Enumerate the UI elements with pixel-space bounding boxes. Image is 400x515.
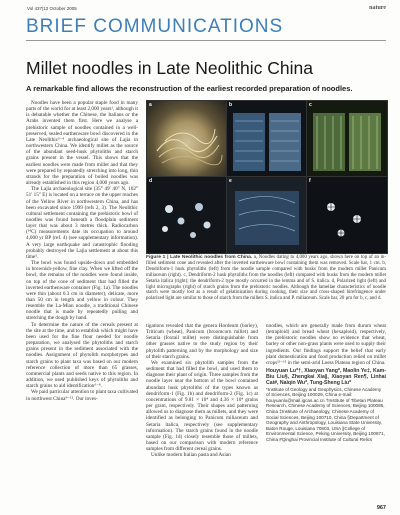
dendriform-2-micrograph	[307, 101, 387, 177]
caption-label: Figure 1 | Late Neolithic noodles from China.	[146, 255, 253, 260]
paragraph: The Lajia archaeological site (35° 49′ 40″ N, 102° 51′ 15″ E) is located on a terrace on the upper reaches of the Yellow River in northwestern China, and has been excavated since 1999 (refs 2, 3). The Neolithic cultural settlement containing the prehistoric bowl of noodles was found beneath a floodplain sediment layer that was about 3 metres thick. Radiocarbon (¹⁴C) measurements date its occupation to around 4,000 yr BP (ref. 4) (see supplementary information). A very large earthquake and catastrophic flooding probably destroyed the Lajia settlement at about this time⁵.	[26, 186, 138, 260]
body-column-1	[26, 100, 138, 504]
paragraph: noodles, which are generally made from durum wheat (tetraploid) and bread wheat (hexaploid), respectively, the prehistoric noodles show no evidence that wheat, barley or other non-grass plants were used to supply their ingredients. Our findings support the belief that early plant domestication and food production relied on millet crops¹³⁻¹⁵ in the semi-arid Loess Plateau region of China.	[266, 323, 386, 366]
paragraph: We examined six phytolith samples from the sediment that had filled the bowl, and used them to diagnose their plant of origin. Three samples from the noodle layer near the bottom of the bowl contained abundant husk phytoliths of the types known as dendriform-1 (Fig. 1b) and dendriform-2 (Fig. 1c) at concentrations of 9.81 × 10⁴ and 4.36 × 10⁴ grains per gram, respectively. Their shapes and patterning allowed us to diagnose them as millets, and they were identified as belonging to Panicum miliaceum and Setaria italica, respectively (see supplementary information). The starch grains found in the noodle sample (Fig. 1d) closely resemble those of millets, based on our comparison with modern reference samples from different cereal grains.	[146, 359, 258, 453]
noodle-strands-image	[147, 101, 227, 177]
panel-label: b	[229, 102, 233, 108]
affiliations: *Institute of Geology and Geophysics, Chinese Academy of Sciences, Beijing 100029, China e-mail: houyuanlu@mail.igcas.ac.cn †Institute of Tibetan Plateau Research, Chinese Academy of Sciences, Beijing 100085, China ‡Institute of Archaeology, Chinese Academy of Social Sciences, Beijing 100710, China §Department of Geography and Anthropology, Louisiana State University, Baton Rouge, Louisiana 70803, USA ∥College of Environmental Science, Peking University, Beijing 100871, China #Qinghai Provincial Institute of Cultural Relics	[266, 386, 385, 442]
paragraph: The bowl was found upside-down and embedded in brownish-yellow, fine clay. When we lifted off the bowl, the remains of the noodles were found inside, on top of the cone of sediment that had filled the inverted earthenware container (Fig. 1a). The noodles were thin (about 0.3 cm in diameter), delicate, more than 50 cm in length and yellow in colour. They resemble the La-Mian noodle, a traditional Chinese noodle that is made by repeatedly pulling and stretching the dough by hand.	[26, 260, 138, 322]
panel-e-micrograph	[226, 176, 308, 254]
panel-d-starch	[146, 176, 228, 254]
panel-label: a	[149, 102, 152, 108]
panel-label: d	[149, 178, 153, 184]
reference-micrograph	[227, 177, 307, 253]
figure-1	[146, 100, 386, 252]
paragraph: To determine the nature of the cereals present at the site at the time, and to establish which might have been used for the fine flour needed for noodle preparation, we analysed the phytoliths and starch grains present in the sediment associated with the noodles. Assignment of phytolith morphotypes and starch grains to plant taxa was based on our modern reference collection of more than 65 grasses, commercial plants and seeds native to this region. In addition, we used published keys of phytoliths and starch grains to aid identification⁶⁻⁸.	[26, 321, 138, 390]
body-column-2	[146, 323, 258, 504]
panel-b-phytoliths	[226, 100, 308, 178]
caption-text: a, Noodles dating to 4,000 years ago, shown here on top of an in-filled sediment cone and revealed after the inverted earthenware bowl containing them was removed. Scale bar, 1 cm. b, Dendriform-1 husk phytoliths (left) from the noodle sample compared with husks from the modern millet Panicum miliaceum (right). c, Dendriform-2 husk phytoliths from the noodles (left) compared with husks from the modern millet Setaria italica (right); the dendriform-2 type mostly occurred in the lemma and of S. italica. d, Polarized light (left) and light micrographs (right) of starch grains from the prehistoric noodles. Although the lamellae characteristics of noodle starch were mostly lost as a result of gelatinization during cooking, their size and cross-shaped birefringence under polarized light are similar to those of starch from the millets S. italica and P. miliaceum. Scale bar, 20 μm for b, c, and d.	[146, 255, 386, 302]
paragraph: Noodles have been a popular staple food in many parts of the world for at least 2,000 years¹, although it is debatable whether the Chinese, the Italians or the Arabs invented them first. Here we analyse a prehistoric sample of noodles contained in a well-preserved, sealed earthenware bowl discovered in the Late Neolithic²⁻⁴ archaeological site of Lajia in northwestern China. We identify millet as the source of the abundant seed-husk phytoliths and starch grains present in the vessel. This shows that the earliest noodles were made from millet and that they were prepared by repeatedly stretching into long, thin strands for the preparation of boiled noodles was already established in this region 4,000 years ago.	[26, 100, 138, 187]
article-subtitle: A remarkable find allows the reconstruction of the earliest recorded preparation of noodles.	[26, 84, 353, 93]
section-divider	[26, 40, 386, 41]
section-title: BRIEF COMMUNICATIONS	[26, 16, 284, 37]
panel-label: e	[229, 178, 232, 184]
panel-c-phytoliths	[306, 100, 388, 178]
journal-brand: nature	[369, 5, 386, 11]
panel-a-noodles-photo	[146, 100, 228, 178]
paragraph: Unlike modern Italian pasta and Asian	[151, 452, 231, 459]
starch-grain-micrograph	[147, 177, 227, 253]
article-title: Millet noodles in Late Neolithic China	[26, 58, 313, 78]
dendriform-1-micrograph	[227, 101, 307, 177]
body-column-3	[266, 323, 386, 504]
panel-label: c	[309, 102, 312, 108]
page-number: 967	[376, 505, 386, 511]
paragraph: We paid particular attention to plant taxa cultivated in northwest China⁹⁻¹². Our inves-	[26, 389, 138, 402]
author-list: Houyuan Lu*†, Xiaoyan Yang*, Maolin Ye‡, Kam-Biu Liu§, Zhengkai Xia∥, Xiaoyan Ren¶, Linhai Cai#, Naiqin Wu*, Tung-Sheng Liu*	[266, 368, 386, 387]
volume-line: Vol 437|13 October 2005	[27, 6, 77, 11]
polarized-light-micrograph	[307, 177, 387, 253]
paragraph: tigations revealed that the genera Hordeum (barley), Triticum (wheat), Panicum (broomcorn millet) and Setaria (foxtail millet) were distinguishable from other grasses native to the study region by their phytolith patterning and by the morphology and size of their starch grains.	[146, 323, 258, 360]
running-header	[27, 6, 386, 14]
figure-caption	[146, 255, 386, 302]
panel-label: f	[309, 178, 311, 184]
panel-f-micrograph	[306, 176, 388, 254]
